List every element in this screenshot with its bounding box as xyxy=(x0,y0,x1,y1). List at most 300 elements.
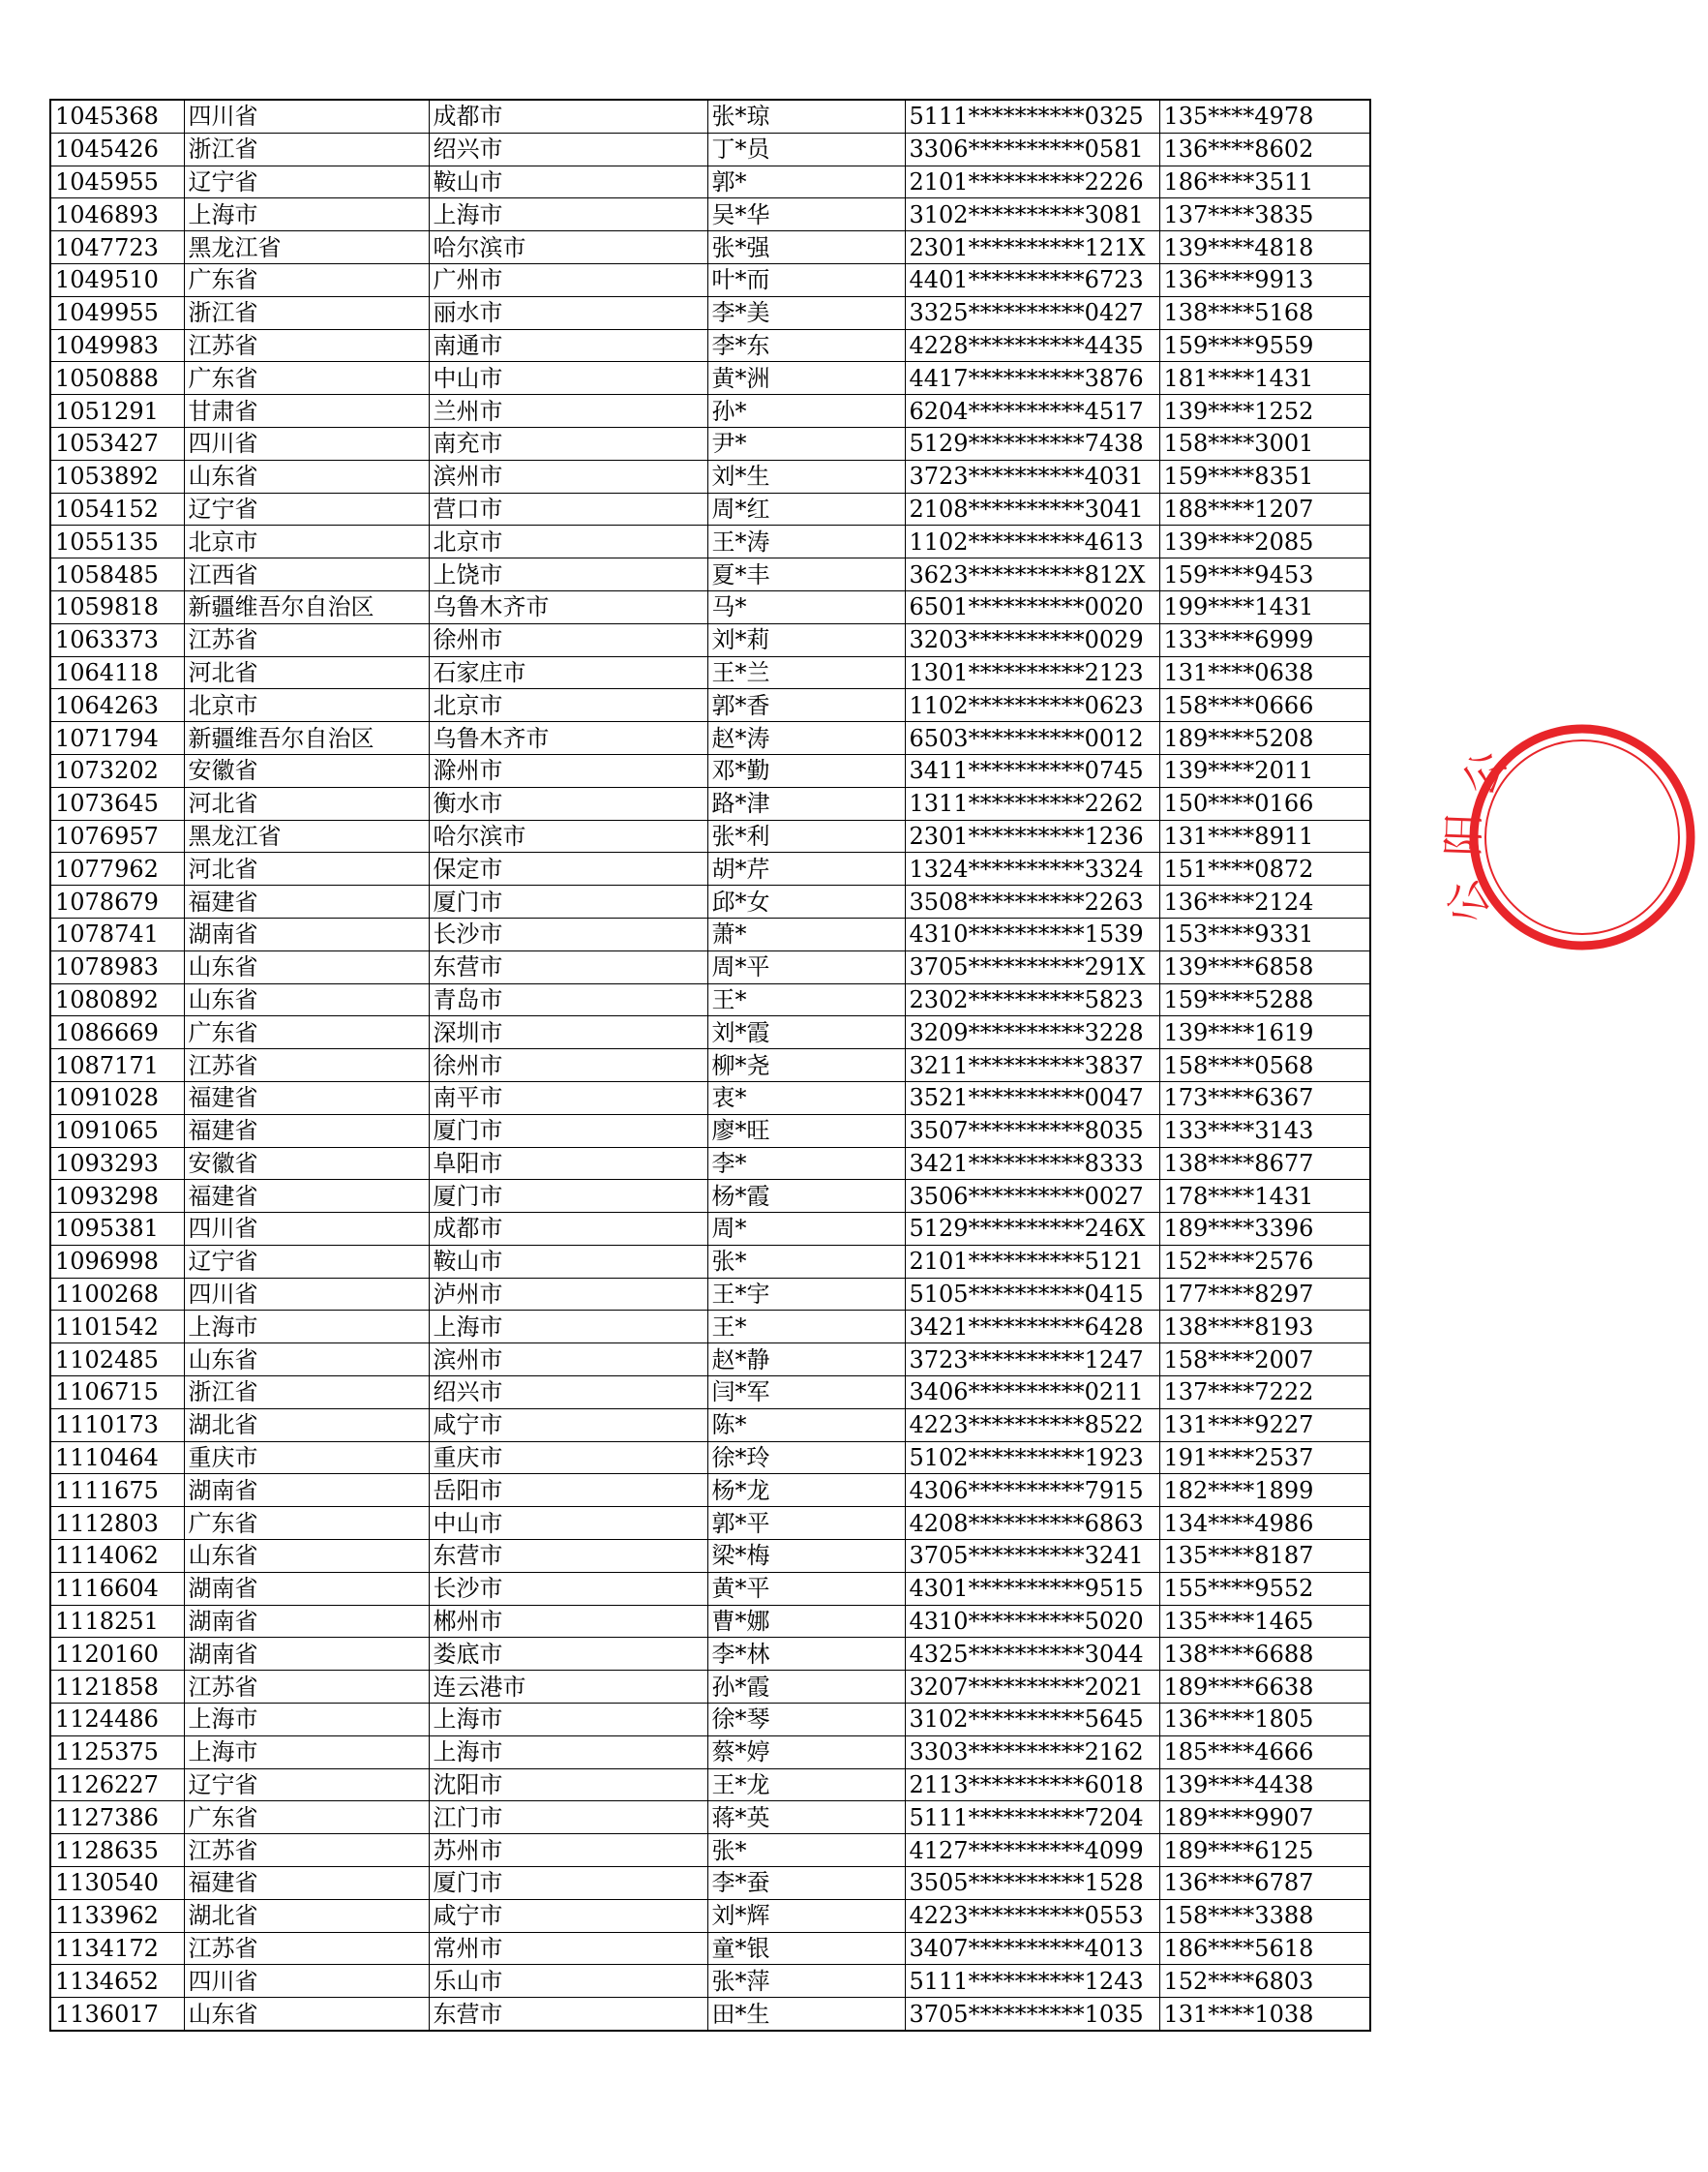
table-row xyxy=(50,590,1370,623)
phone-cell: 139****4438 xyxy=(1159,1768,1370,1801)
city-cell: 江门市 xyxy=(429,1801,707,1834)
id-number-cell: 3421**********6428 xyxy=(905,1311,1159,1343)
table-row xyxy=(50,1899,1370,1932)
id-number-cell: 4223**********0553 xyxy=(905,1899,1159,1932)
province-cell: 湖南省 xyxy=(184,1572,429,1605)
id-cell: 1136017 xyxy=(50,1998,184,2031)
phone-cell: 139****2011 xyxy=(1159,754,1370,787)
table-row xyxy=(50,623,1370,656)
city-cell: 东营市 xyxy=(429,1540,707,1573)
id-cell: 1045368 xyxy=(50,100,184,133)
id-number-cell: 4127**********4099 xyxy=(905,1834,1159,1867)
table-row xyxy=(50,100,1370,133)
name-cell: 李*东 xyxy=(707,329,905,362)
city-cell: 广州市 xyxy=(429,263,707,296)
table-row xyxy=(50,1311,1370,1343)
id-cell: 1045955 xyxy=(50,166,184,198)
city-cell: 徐州市 xyxy=(429,623,707,656)
phone-cell: 158****0666 xyxy=(1159,689,1370,722)
id-cell: 1078983 xyxy=(50,950,184,983)
id-cell: 1059818 xyxy=(50,590,184,623)
id-number-cell: 3508**********2263 xyxy=(905,886,1159,919)
name-cell: 郭*平 xyxy=(707,1507,905,1540)
name-cell: 曹*娜 xyxy=(707,1605,905,1638)
table-row xyxy=(50,1474,1370,1507)
name-cell: 童*银 xyxy=(707,1932,905,1965)
city-cell: 徐州市 xyxy=(429,1049,707,1082)
table-row xyxy=(50,1278,1370,1311)
province-cell: 浙江省 xyxy=(184,133,429,166)
table-row xyxy=(50,1605,1370,1638)
id-cell: 1095381 xyxy=(50,1213,184,1246)
province-cell: 山东省 xyxy=(184,1540,429,1573)
id-cell: 1071794 xyxy=(50,722,184,755)
id-cell: 1080892 xyxy=(50,983,184,1016)
province-cell: 上海市 xyxy=(184,1735,429,1768)
city-cell: 南平市 xyxy=(429,1081,707,1114)
city-cell: 泸州市 xyxy=(429,1278,707,1311)
id-number-cell: 3102**********3081 xyxy=(905,198,1159,231)
id-number-cell: 3102**********5645 xyxy=(905,1704,1159,1736)
phone-cell: 139****4818 xyxy=(1159,231,1370,264)
province-cell: 湖南省 xyxy=(184,1474,429,1507)
table-row xyxy=(50,754,1370,787)
id-cell: 1047723 xyxy=(50,231,184,264)
city-cell: 深圳市 xyxy=(429,1016,707,1049)
phone-cell: 158****3001 xyxy=(1159,427,1370,460)
province-cell: 江苏省 xyxy=(184,1932,429,1965)
city-cell: 北京市 xyxy=(429,689,707,722)
table-row xyxy=(50,886,1370,919)
name-cell: 马* xyxy=(707,590,905,623)
name-cell: 蔡*婷 xyxy=(707,1735,905,1768)
phone-cell: 178****1431 xyxy=(1159,1180,1370,1213)
table-row xyxy=(50,787,1370,820)
name-cell: 田*生 xyxy=(707,1998,905,2031)
name-cell: 周*红 xyxy=(707,493,905,526)
id-cell: 1091028 xyxy=(50,1081,184,1114)
id-cell: 1125375 xyxy=(50,1735,184,1768)
phone-cell: 137****7222 xyxy=(1159,1376,1370,1409)
table-row xyxy=(50,1540,1370,1573)
phone-cell: 151****0872 xyxy=(1159,853,1370,886)
table-row xyxy=(50,1735,1370,1768)
id-number-cell: 4325**********3044 xyxy=(905,1638,1159,1671)
phone-cell: 138****5168 xyxy=(1159,296,1370,329)
id-cell: 1134652 xyxy=(50,1965,184,1998)
table-row xyxy=(50,1213,1370,1246)
city-cell: 南充市 xyxy=(429,427,707,460)
province-cell: 辽宁省 xyxy=(184,166,429,198)
name-cell: 刘*生 xyxy=(707,460,905,493)
id-number-cell: 3507**********8035 xyxy=(905,1114,1159,1147)
table-row xyxy=(50,1016,1370,1049)
city-cell: 北京市 xyxy=(429,526,707,558)
name-cell: 李*美 xyxy=(707,296,905,329)
province-cell: 四川省 xyxy=(184,1213,429,1246)
city-cell: 上海市 xyxy=(429,1704,707,1736)
city-cell: 常州市 xyxy=(429,1932,707,1965)
name-cell: 闫*军 xyxy=(707,1376,905,1409)
table-row xyxy=(50,1049,1370,1082)
table-row xyxy=(50,722,1370,755)
id-number-cell: 5111**********0325 xyxy=(905,100,1159,133)
table-row xyxy=(50,329,1370,362)
phone-cell: 138****6688 xyxy=(1159,1638,1370,1671)
id-cell: 1045426 xyxy=(50,133,184,166)
table-row xyxy=(50,1147,1370,1180)
province-cell: 湖南省 xyxy=(184,1605,429,1638)
phone-cell: 139****1619 xyxy=(1159,1016,1370,1049)
id-cell: 1073202 xyxy=(50,754,184,787)
name-cell: 徐*玲 xyxy=(707,1441,905,1474)
phone-cell: 159****9559 xyxy=(1159,329,1370,362)
city-cell: 咸宁市 xyxy=(429,1899,707,1932)
province-cell: 辽宁省 xyxy=(184,493,429,526)
name-cell: 吴*华 xyxy=(707,198,905,231)
city-cell: 成都市 xyxy=(429,1213,707,1246)
table-row xyxy=(50,1998,1370,2031)
province-cell: 山东省 xyxy=(184,950,429,983)
city-cell: 苏州市 xyxy=(429,1834,707,1867)
name-cell: 衷* xyxy=(707,1081,905,1114)
id-number-cell: 4310**********5020 xyxy=(905,1605,1159,1638)
id-number-cell: 1311**********2262 xyxy=(905,787,1159,820)
province-cell: 四川省 xyxy=(184,100,429,133)
id-number-cell: 3203**********0029 xyxy=(905,623,1159,656)
id-cell: 1058485 xyxy=(50,558,184,591)
province-cell: 湖南省 xyxy=(184,1638,429,1671)
id-number-cell: 3506**********0027 xyxy=(905,1180,1159,1213)
province-cell: 江苏省 xyxy=(184,1834,429,1867)
phone-cell: 136****6787 xyxy=(1159,1867,1370,1900)
phone-cell: 173****6367 xyxy=(1159,1081,1370,1114)
phone-cell: 139****2085 xyxy=(1159,526,1370,558)
table-row xyxy=(50,427,1370,460)
name-cell: 陈* xyxy=(707,1408,905,1441)
city-cell: 连云港市 xyxy=(429,1671,707,1704)
name-cell: 夏*丰 xyxy=(707,558,905,591)
id-cell: 1127386 xyxy=(50,1801,184,1834)
id-number-cell: 2101**********5121 xyxy=(905,1245,1159,1278)
table-row xyxy=(50,1572,1370,1605)
province-cell: 福建省 xyxy=(184,1114,429,1147)
table-row xyxy=(50,263,1370,296)
name-cell: 王*兰 xyxy=(707,656,905,689)
id-number-cell: 3723**********1247 xyxy=(905,1343,1159,1376)
province-cell: 北京市 xyxy=(184,526,429,558)
name-cell: 邱*女 xyxy=(707,886,905,919)
city-cell: 沈阳市 xyxy=(429,1768,707,1801)
id-cell: 1093298 xyxy=(50,1180,184,1213)
province-cell: 黑龙江省 xyxy=(184,231,429,264)
name-cell: 郭*香 xyxy=(707,689,905,722)
id-cell: 1049983 xyxy=(50,329,184,362)
city-cell: 哈尔滨市 xyxy=(429,231,707,264)
table-row xyxy=(50,1180,1370,1213)
name-cell: 刘*辉 xyxy=(707,1899,905,1932)
table-row xyxy=(50,950,1370,983)
name-cell: 赵*静 xyxy=(707,1343,905,1376)
name-cell: 刘*霞 xyxy=(707,1016,905,1049)
id-cell: 1121858 xyxy=(50,1671,184,1704)
id-number-cell: 3306**********0581 xyxy=(905,133,1159,166)
name-cell: 邓*勤 xyxy=(707,754,905,787)
id-number-cell: 4417**********3876 xyxy=(905,362,1159,395)
id-cell: 1046893 xyxy=(50,198,184,231)
id-cell: 1091065 xyxy=(50,1114,184,1147)
city-cell: 青岛市 xyxy=(429,983,707,1016)
table-row xyxy=(50,1867,1370,1900)
table-row xyxy=(50,526,1370,558)
name-cell: 张*萍 xyxy=(707,1965,905,1998)
phone-cell: 136****8602 xyxy=(1159,133,1370,166)
id-cell: 1118251 xyxy=(50,1605,184,1638)
phone-cell: 131****8911 xyxy=(1159,820,1370,853)
phone-cell: 182****1899 xyxy=(1159,1474,1370,1507)
id-number-cell: 1102**********4613 xyxy=(905,526,1159,558)
id-number-cell: 4310**********1539 xyxy=(905,918,1159,950)
city-cell: 重庆市 xyxy=(429,1441,707,1474)
province-cell: 四川省 xyxy=(184,1965,429,1998)
name-cell: 萧* xyxy=(707,918,905,950)
city-cell: 上海市 xyxy=(429,1311,707,1343)
id-cell: 1064118 xyxy=(50,656,184,689)
id-cell: 1050888 xyxy=(50,362,184,395)
province-cell: 甘肃省 xyxy=(184,395,429,428)
id-number-cell: 5111**********1243 xyxy=(905,1965,1159,1998)
name-cell: 张* xyxy=(707,1834,905,1867)
table-row xyxy=(50,198,1370,231)
province-cell: 广东省 xyxy=(184,1507,429,1540)
province-cell: 福建省 xyxy=(184,1180,429,1213)
id-cell: 1073645 xyxy=(50,787,184,820)
id-number-cell: 5105**********0415 xyxy=(905,1278,1159,1311)
table-row xyxy=(50,558,1370,591)
phone-cell: 133****3143 xyxy=(1159,1114,1370,1147)
table-row xyxy=(50,395,1370,428)
city-cell: 厦门市 xyxy=(429,1867,707,1900)
id-number-cell: 6204**********4517 xyxy=(905,395,1159,428)
id-cell: 1100268 xyxy=(50,1278,184,1311)
name-cell: 张*琼 xyxy=(707,100,905,133)
id-number-cell: 2302**********5823 xyxy=(905,983,1159,1016)
table-row xyxy=(50,1114,1370,1147)
id-number-cell: 3207**********2021 xyxy=(905,1671,1159,1704)
table-row xyxy=(50,820,1370,853)
phone-cell: 135****8187 xyxy=(1159,1540,1370,1573)
province-cell: 湖北省 xyxy=(184,1408,429,1441)
id-cell: 1128635 xyxy=(50,1834,184,1867)
table-row xyxy=(50,656,1370,689)
province-cell: 江苏省 xyxy=(184,1671,429,1704)
table-row xyxy=(50,1441,1370,1474)
city-cell: 厦门市 xyxy=(429,886,707,919)
province-cell: 江苏省 xyxy=(184,329,429,362)
id-cell: 1093293 xyxy=(50,1147,184,1180)
id-cell: 1049955 xyxy=(50,296,184,329)
phone-cell: 189****6125 xyxy=(1159,1834,1370,1867)
table-row xyxy=(50,853,1370,886)
province-cell: 福建省 xyxy=(184,1081,429,1114)
province-cell: 浙江省 xyxy=(184,1376,429,1409)
table-row xyxy=(50,1245,1370,1278)
phone-cell: 152****2576 xyxy=(1159,1245,1370,1278)
city-cell: 上海市 xyxy=(429,1735,707,1768)
name-cell: 徐*琴 xyxy=(707,1704,905,1736)
table-row xyxy=(50,918,1370,950)
phone-cell: 152****6803 xyxy=(1159,1965,1370,1998)
province-cell: 山东省 xyxy=(184,1343,429,1376)
city-cell: 娄底市 xyxy=(429,1638,707,1671)
table-row xyxy=(50,296,1370,329)
id-cell: 1120160 xyxy=(50,1638,184,1671)
city-cell: 保定市 xyxy=(429,853,707,886)
province-cell: 河北省 xyxy=(184,787,429,820)
id-number-cell: 3623**********812X xyxy=(905,558,1159,591)
phone-cell: 185****4666 xyxy=(1159,1735,1370,1768)
city-cell: 厦门市 xyxy=(429,1180,707,1213)
city-cell: 阜阳市 xyxy=(429,1147,707,1180)
table-row xyxy=(50,1704,1370,1736)
phone-cell: 158****3388 xyxy=(1159,1899,1370,1932)
city-cell: 衡水市 xyxy=(429,787,707,820)
name-cell: 李*林 xyxy=(707,1638,905,1671)
city-cell: 郴州市 xyxy=(429,1605,707,1638)
id-cell: 1126227 xyxy=(50,1768,184,1801)
phone-cell: 181****1431 xyxy=(1159,362,1370,395)
name-cell: 周* xyxy=(707,1213,905,1246)
phone-cell: 155****9552 xyxy=(1159,1572,1370,1605)
id-cell: 1063373 xyxy=(50,623,184,656)
city-cell: 绍兴市 xyxy=(429,133,707,166)
id-cell: 1054152 xyxy=(50,493,184,526)
data-table xyxy=(49,99,1371,2032)
id-number-cell: 3505**********1528 xyxy=(905,1867,1159,1900)
province-cell: 山东省 xyxy=(184,983,429,1016)
id-cell: 1130540 xyxy=(50,1867,184,1900)
id-cell: 1078679 xyxy=(50,886,184,919)
province-cell: 四川省 xyxy=(184,1278,429,1311)
city-cell: 绍兴市 xyxy=(429,1376,707,1409)
province-cell: 新疆维吾尔自治区 xyxy=(184,722,429,755)
province-cell: 福建省 xyxy=(184,1867,429,1900)
phone-cell: 136****2124 xyxy=(1159,886,1370,919)
name-cell: 王*龙 xyxy=(707,1768,905,1801)
city-cell: 厦门市 xyxy=(429,1114,707,1147)
city-cell: 营口市 xyxy=(429,493,707,526)
city-cell: 长沙市 xyxy=(429,918,707,950)
province-cell: 辽宁省 xyxy=(184,1768,429,1801)
name-cell: 蒋*英 xyxy=(707,1801,905,1834)
table-row xyxy=(50,1932,1370,1965)
city-cell: 滨州市 xyxy=(429,460,707,493)
id-number-cell: 3705**********3241 xyxy=(905,1540,1159,1573)
id-cell: 1053427 xyxy=(50,427,184,460)
id-number-cell: 3705**********1035 xyxy=(905,1998,1159,2031)
name-cell: 杨*龙 xyxy=(707,1474,905,1507)
phone-cell: 186****3511 xyxy=(1159,166,1370,198)
city-cell: 乐山市 xyxy=(429,1965,707,1998)
name-cell: 王*宇 xyxy=(707,1278,905,1311)
name-cell: 王* xyxy=(707,983,905,1016)
table-row xyxy=(50,1081,1370,1114)
phone-cell: 199****1431 xyxy=(1159,590,1370,623)
phone-cell: 138****8193 xyxy=(1159,1311,1370,1343)
city-cell: 中山市 xyxy=(429,362,707,395)
city-cell: 东营市 xyxy=(429,950,707,983)
name-cell: 廖*旺 xyxy=(707,1114,905,1147)
id-cell: 1116604 xyxy=(50,1572,184,1605)
name-cell: 叶*而 xyxy=(707,263,905,296)
province-cell: 上海市 xyxy=(184,1704,429,1736)
province-cell: 福建省 xyxy=(184,886,429,919)
table-row xyxy=(50,983,1370,1016)
city-cell: 南通市 xyxy=(429,329,707,362)
id-cell: 1077962 xyxy=(50,853,184,886)
table-row xyxy=(50,1965,1370,1998)
table-row xyxy=(50,1834,1370,1867)
name-cell: 黄*洲 xyxy=(707,362,905,395)
phone-cell: 189****5208 xyxy=(1159,722,1370,755)
province-cell: 湖南省 xyxy=(184,918,429,950)
city-cell: 成都市 xyxy=(429,100,707,133)
name-cell: 孙* xyxy=(707,395,905,428)
name-cell: 周*平 xyxy=(707,950,905,983)
id-cell: 1110173 xyxy=(50,1408,184,1441)
province-cell: 四川省 xyxy=(184,427,429,460)
table-row xyxy=(50,166,1370,198)
phone-cell: 158****2007 xyxy=(1159,1343,1370,1376)
id-number-cell: 3211**********3837 xyxy=(905,1049,1159,1082)
table-row xyxy=(50,1408,1370,1441)
id-number-cell: 4301**********9515 xyxy=(905,1572,1159,1605)
table-row xyxy=(50,362,1370,395)
city-cell: 中山市 xyxy=(429,1507,707,1540)
phone-cell: 135****4978 xyxy=(1159,100,1370,133)
city-cell: 长沙市 xyxy=(429,1572,707,1605)
name-cell: 尹* xyxy=(707,427,905,460)
province-cell: 河北省 xyxy=(184,853,429,886)
phone-cell: 134****4986 xyxy=(1159,1507,1370,1540)
phone-cell: 136****1805 xyxy=(1159,1704,1370,1736)
id-cell: 1111675 xyxy=(50,1474,184,1507)
phone-cell: 150****0166 xyxy=(1159,787,1370,820)
phone-cell: 158****0568 xyxy=(1159,1049,1370,1082)
table-row xyxy=(50,1343,1370,1376)
phone-cell: 138****8677 xyxy=(1159,1147,1370,1180)
id-number-cell: 2113**********6018 xyxy=(905,1768,1159,1801)
name-cell: 路*津 xyxy=(707,787,905,820)
id-cell: 1101542 xyxy=(50,1311,184,1343)
city-cell: 鞍山市 xyxy=(429,166,707,198)
name-cell: 郭* xyxy=(707,166,905,198)
name-cell: 丁*员 xyxy=(707,133,905,166)
id-number-cell: 1102**********0623 xyxy=(905,689,1159,722)
phone-cell: 188****1207 xyxy=(1159,493,1370,526)
city-cell: 滁州市 xyxy=(429,754,707,787)
city-cell: 哈尔滨市 xyxy=(429,820,707,853)
province-cell: 河北省 xyxy=(184,656,429,689)
id-cell: 1102485 xyxy=(50,1343,184,1376)
province-cell: 黑龙江省 xyxy=(184,820,429,853)
name-cell: 杨*霞 xyxy=(707,1180,905,1213)
id-number-cell: 5102**********1923 xyxy=(905,1441,1159,1474)
name-cell: 赵*涛 xyxy=(707,722,905,755)
id-cell: 1064263 xyxy=(50,689,184,722)
city-cell: 咸宁市 xyxy=(429,1408,707,1441)
phone-cell: 159****5288 xyxy=(1159,983,1370,1016)
